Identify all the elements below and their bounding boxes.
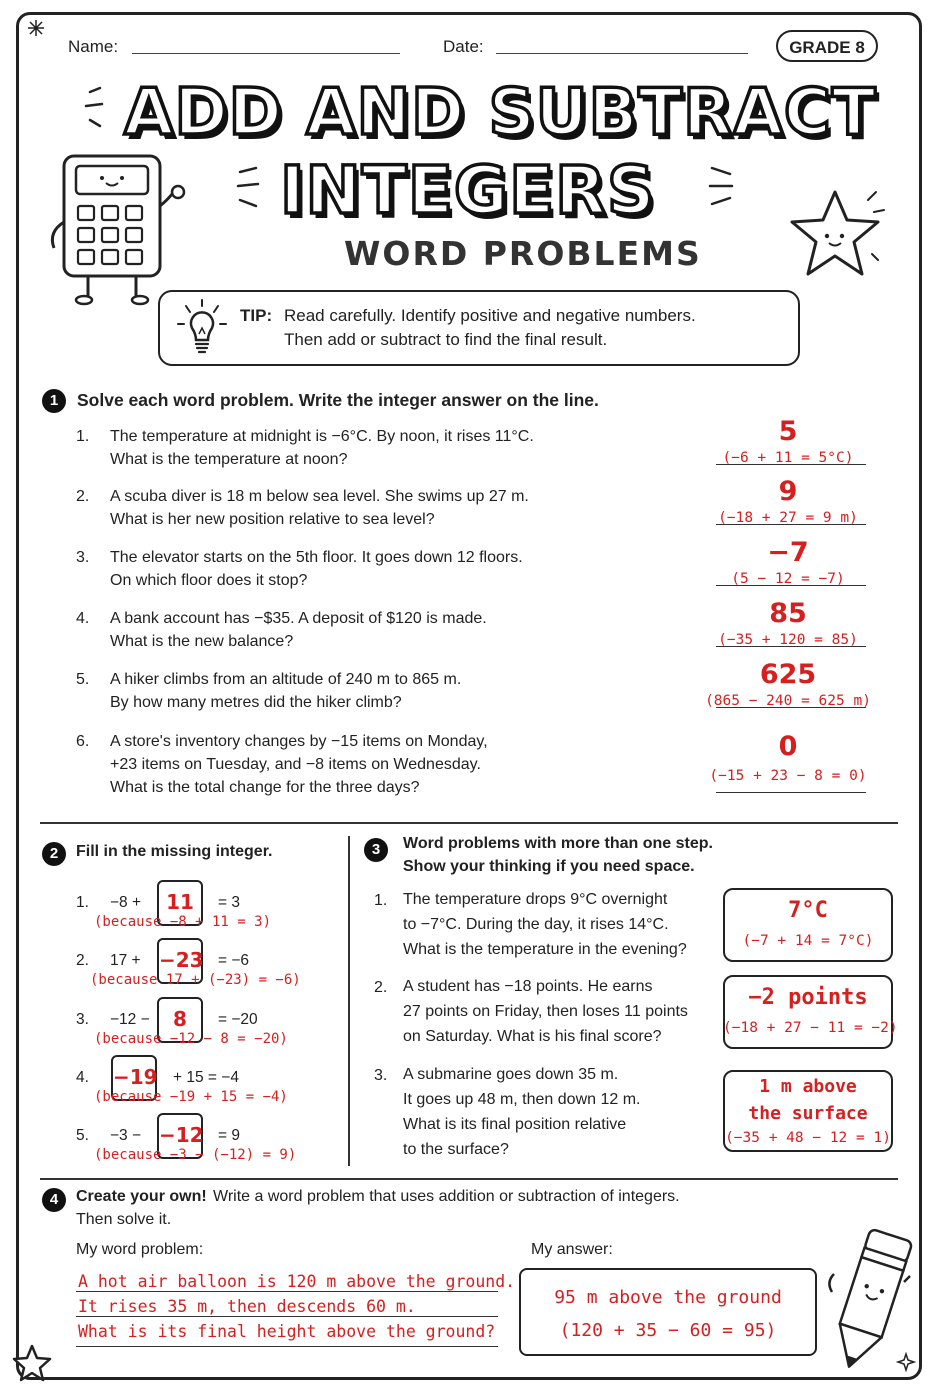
- tip-line-1: Read carefully. Identify positive and negative numbers.: [284, 306, 696, 325]
- question-line-3: on Saturday. What is his final score?: [403, 1028, 662, 1045]
- missing-integer-box[interactable]: 11: [157, 880, 203, 926]
- question-line-2: On which floor does it stop?: [110, 572, 308, 589]
- sparkle-icon: [232, 162, 268, 212]
- writing-line: [76, 1291, 498, 1292]
- answer-value: 7°C: [788, 898, 828, 923]
- section-3-title-2: Show your thinking if you need space.: [403, 858, 695, 875]
- question-line-2: +23 items on Tuesday, and −8 items on Wednesday.: [110, 756, 481, 773]
- answer-value: −2 points: [748, 985, 868, 1010]
- sparkle-icon: [704, 162, 740, 212]
- equation-after: + 15 = −4: [173, 1069, 239, 1086]
- column-divider: [348, 836, 350, 1166]
- title-line-1: ADD AND SUBTRACT: [124, 76, 877, 150]
- answer-work: (−35 + 120 = 85): [718, 632, 858, 648]
- question-number: 5.: [76, 671, 90, 688]
- explanation: (because −19 + 15 = −4): [94, 1089, 288, 1105]
- question-line-3: What is the total change for the three days?: [110, 779, 420, 796]
- missing-integer-box[interactable]: −12: [157, 1113, 203, 1159]
- answer-line: [716, 585, 866, 586]
- explanation: (because −12 − 8 = −20): [94, 1031, 288, 1047]
- answer-line-1: 95 m above the ground: [554, 1287, 782, 1308]
- answer-value[interactable]: −7: [767, 537, 809, 568]
- missing-integer-box[interactable]: −19: [111, 1055, 157, 1101]
- section-4-number: 4: [42, 1188, 66, 1212]
- answer-work: (5 − 12 = −7): [731, 571, 845, 587]
- explanation: (because −3 − (−12) = 9): [94, 1147, 297, 1163]
- answer-work: (−18 + 27 − 11 = −2): [723, 1020, 898, 1036]
- calculator-mascot-icon: [44, 152, 194, 312]
- item-number: 4.: [76, 1069, 89, 1086]
- question-line-1: A scuba diver is 18 m below sea level. She swims up 27 m.: [110, 488, 529, 505]
- equation-before: −12 −: [110, 1011, 150, 1028]
- missing-integer-box[interactable]: 8: [157, 997, 203, 1043]
- answer-box[interactable]: [519, 1268, 817, 1356]
- tip-line-2: Then add or subtract to find the final result.: [284, 330, 608, 349]
- section-2-number: 2: [42, 842, 66, 866]
- question-number: 2.: [76, 488, 90, 505]
- question-line-3: What is the temperature in the evening?: [403, 941, 687, 958]
- question-line-3: What is its final position relative: [403, 1116, 627, 1133]
- question-line-1: A bank account has −$35. A deposit of $120 is made.: [110, 610, 487, 627]
- question-line-2: 27 points on Friday, then loses 11 points: [403, 1003, 688, 1020]
- title-line-2: INTEGERS: [280, 152, 656, 229]
- answer-work: (865 − 240 = 625 m): [705, 693, 871, 709]
- question-line-1: The temperature drops 9°C overnight: [403, 891, 668, 908]
- item-number: 5.: [76, 1127, 89, 1144]
- question-number: 1.: [374, 892, 388, 909]
- question-line-2: By how many metres did the hiker climb?: [110, 694, 402, 711]
- name-label: Name:: [68, 37, 119, 56]
- answer-line-2: (120 + 35 − 60 = 95): [559, 1320, 777, 1341]
- question-number: 3.: [374, 1067, 388, 1084]
- problem-line-2[interactable]: It rises 35 m, then descends 60 m.: [78, 1297, 416, 1316]
- section-3-title-1: Word problems with more than one step.: [403, 835, 713, 852]
- section-4-title-bold: Create your own!: [76, 1188, 207, 1205]
- answer-line: [716, 646, 866, 647]
- question-number: 3.: [76, 549, 90, 566]
- question-number: 1.: [76, 428, 90, 445]
- problem-label: My word problem:: [76, 1241, 204, 1258]
- section-2-title: Fill in the missing integer.: [76, 843, 273, 860]
- equation-before: −8 +: [110, 894, 142, 911]
- tip-box: [158, 290, 800, 366]
- answer-work: (−35 + 48 − 12 = 1): [725, 1130, 891, 1146]
- answer-label: My answer:: [531, 1241, 613, 1258]
- question-number: 6.: [76, 733, 90, 750]
- question-line-2: to −7°C. During the day, it rises 14°C.: [403, 916, 669, 933]
- section-1-number: 1: [42, 389, 66, 413]
- explanation: (because 17 + (−23) = −6): [90, 972, 301, 988]
- divider: [40, 822, 898, 824]
- subtitle: WORD PROBLEMS: [344, 234, 702, 273]
- answer-work: (−15 + 23 − 8 = 0): [709, 768, 867, 784]
- sparkle-icon: [896, 1352, 916, 1372]
- equation-after: = 9: [218, 1127, 240, 1144]
- answer-value[interactable]: 625: [759, 659, 817, 690]
- answer-line: [716, 792, 866, 793]
- question-line-4: to the surface?: [403, 1141, 509, 1158]
- answer-work: (−7 + 14 = 7°C): [742, 933, 874, 949]
- equation-before: −3 −: [110, 1127, 142, 1144]
- missing-integer-box[interactable]: −23: [157, 938, 203, 984]
- equation-before: 17 +: [110, 952, 141, 969]
- question-line-2: What is her new position relative to sea level?: [110, 511, 435, 528]
- question-number: 4.: [76, 610, 90, 627]
- question-line-1: The elevator starts on the 5th floor. It goes down 12 floors.: [110, 549, 523, 566]
- answer-value[interactable]: 5: [778, 416, 798, 447]
- item-number: 2.: [76, 952, 89, 969]
- explanation: (because −8 + 11 = 3): [94, 914, 272, 930]
- question-line-2: What is the temperature at noon?: [110, 451, 348, 468]
- grade-badge: GRADE 8: [776, 30, 878, 62]
- item-number: 3.: [76, 1011, 89, 1028]
- sparkle-icon: [26, 18, 46, 38]
- divider: [40, 1178, 898, 1180]
- question-line-2: It goes up 48 m, then down 12 m.: [403, 1091, 641, 1108]
- problem-line-1[interactable]: A hot air balloon is 120 m above the ground.: [78, 1272, 516, 1291]
- answer-value-line-1: 1 m above: [759, 1076, 857, 1097]
- question-line-1: A store's inventory changes by −15 items on Monday,: [110, 733, 488, 750]
- tip-label: TIP:: [240, 306, 273, 325]
- answer-work: (−6 + 11 = 5°C): [722, 450, 854, 466]
- section-4-title-line-2: Then solve it.: [76, 1211, 172, 1228]
- answer-value[interactable]: 85: [769, 598, 807, 629]
- date-label: Date:: [443, 37, 484, 56]
- item-number: 1.: [76, 894, 89, 911]
- section-3-number: 3: [364, 838, 388, 862]
- sparkle-icon: [70, 84, 110, 134]
- star-icon: [8, 1342, 56, 1384]
- writing-line: [76, 1316, 498, 1317]
- question-line-1: The temperature at midnight is −6°C. By noon, it rises 11°C.: [110, 428, 534, 445]
- equation-after: = −20: [218, 1011, 258, 1028]
- lightbulb-icon: [174, 296, 230, 360]
- question-line-1: A submarine goes down 35 m.: [403, 1066, 619, 1083]
- question-number: 2.: [374, 979, 388, 996]
- question-line-2: What is the new balance?: [110, 633, 294, 650]
- question-line-1: A hiker climbs from an altitude of 240 m to 865 m.: [110, 671, 462, 688]
- answer-line: [716, 524, 866, 525]
- name-field-line[interactable]: [132, 53, 400, 54]
- answer-work: (−18 + 27 = 9 m): [718, 510, 858, 526]
- answer-value-line-2: the surface: [748, 1103, 868, 1124]
- answer-line: [716, 464, 866, 465]
- section-4-title-rest: Write a word problem that uses addition or subtraction of integers.: [213, 1188, 680, 1205]
- section-1-title: Solve each word problem. Write the integer answer on the line.: [77, 390, 599, 410]
- answer-value[interactable]: 9: [778, 476, 798, 507]
- equation-after: = −6: [218, 952, 250, 969]
- star-mascot-icon: [780, 180, 890, 290]
- equation-after: = 3: [218, 894, 240, 911]
- answer-value[interactable]: 0: [778, 731, 798, 762]
- answer-line: [716, 707, 866, 708]
- date-field-line[interactable]: [496, 53, 748, 54]
- problem-line-3[interactable]: What is its final height above the ground?: [78, 1322, 496, 1341]
- writing-line: [76, 1346, 498, 1347]
- question-line-1: A student has −18 points. He earns: [403, 978, 653, 995]
